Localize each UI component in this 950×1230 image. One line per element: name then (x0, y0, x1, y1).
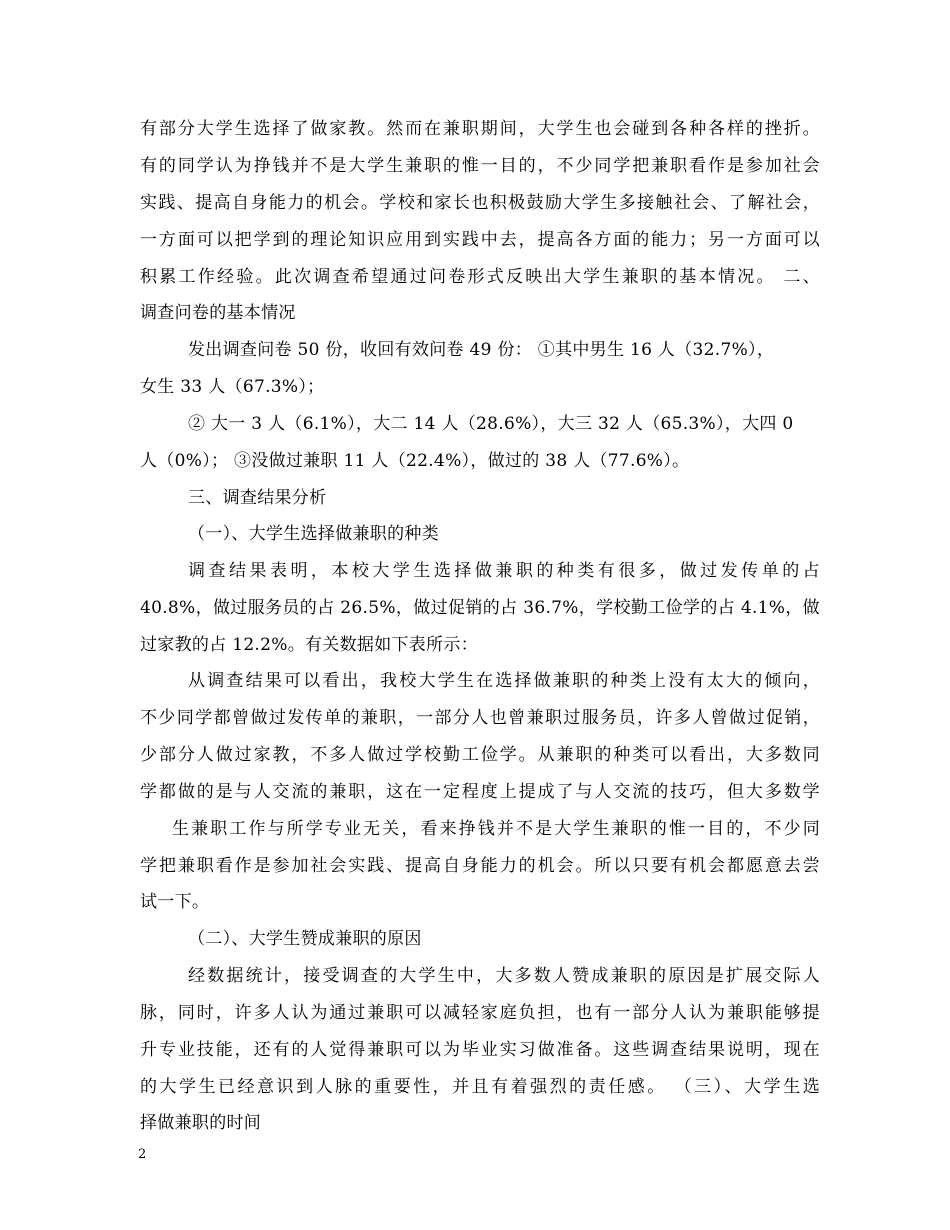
text-line: 试一下。 (140, 892, 210, 912)
page-number: 2 (138, 1147, 147, 1162)
text-line: 实践、提高自身能力的机会。学校和家长也积极鼓励大学生多接触社会、了解社会， (140, 193, 820, 213)
text-line: 的大学生已经意识到人脉的重要性，并且有着强烈的责任感。 （三）、大学生选 (140, 1077, 820, 1097)
text-line: 调查结果表明，本校大学生选择做兼职的种类有很多，做过发传单的占 (188, 561, 820, 581)
text-line: 经数据统计，接受调查的大学生中，大多数人赞成兼职的原因是扩展交际人 (188, 966, 820, 986)
text-line: 学把兼职看作是参加社会实践、提高自身能力的机会。所以只要有机会都愿意去尝 (140, 856, 820, 876)
subsection-heading: （二）、大学生赞成兼职的原因 (188, 929, 422, 949)
survey-info-line: 发出调查问卷 50 份，收回有效问卷 49 份： ①其中男生 16 人（32.7%）， (188, 340, 775, 360)
section-heading: 三、调查结果分析 (188, 488, 327, 508)
subsection-heading: （一）、大学生选择做兼职的种类 (188, 524, 439, 544)
text-line: 积累工作经验。此次调查希望通过问卷形式反映出大学生兼职的基本情况。 二、 (140, 267, 820, 287)
text-line: 生兼职工作与所学专业无关，看来挣钱并不是大学生兼职的惟一目的，不少同 (172, 819, 820, 839)
text-line: 过家教的占 12.2%。有关数据如下表所示： (140, 635, 479, 655)
text-line: 调查问卷的基本情况 (140, 303, 296, 323)
text-line: 不少同学都曾做过发传单的兼职，一部分人也曾兼职过服务员，许多人曾做过促销， (140, 708, 820, 728)
text-line: 40.8%，做过服务员的占 26.5%，做过促销的占 36.7%，学校勤工俭学的占 4.1%，做 (140, 598, 820, 618)
survey-info-line: 女生 33 人（67.3%）； (140, 377, 325, 397)
survey-info-line: 人（0%）； ③没做过兼职 11 人（22.4%），做过的 38 人（77.6%）。 (140, 451, 690, 471)
text-line: 少部分人做过家教，不多人做过学校勤工俭学。从兼职的种类可以看出，大多数同 (140, 745, 820, 765)
text-line: 有部分大学生选择了做家教。然而在兼职期间，大学生也会碰到各种各样的挫折。 (140, 119, 820, 139)
text-line: 学都做的是与人交流的兼职，这在一定程度上提成了与人交流的技巧，但大多数学 (140, 782, 820, 802)
survey-info-line: ② 大一 3 人（6.1%），大二 14 人（28.6%），大三 32 人（65.3%），大四 0 (188, 414, 794, 434)
text-line: 从调查结果可以看出，我校大学生在选择做兼职的种类上没有太大的倾向， (188, 671, 820, 691)
text-line: 一方面可以把学到的理论知识应用到实践中去，提高各方面的能力；另一方面可以 (140, 230, 820, 250)
text-line: 脉，同时，许多人认为通过兼职可以减轻家庭负担，也有一部分人认为兼职能够提 (140, 1003, 820, 1023)
text-line: 择做兼职的时间 (140, 1113, 262, 1133)
text-line: 有的同学认为挣钱并不是大学生兼职的惟一目的，不少同学把兼职看作是参加社会 (140, 156, 820, 176)
text-line: 升专业技能，还有的人觉得兼职可以为毕业实习做准备。这些调查结果说明，现在 (140, 1040, 820, 1060)
